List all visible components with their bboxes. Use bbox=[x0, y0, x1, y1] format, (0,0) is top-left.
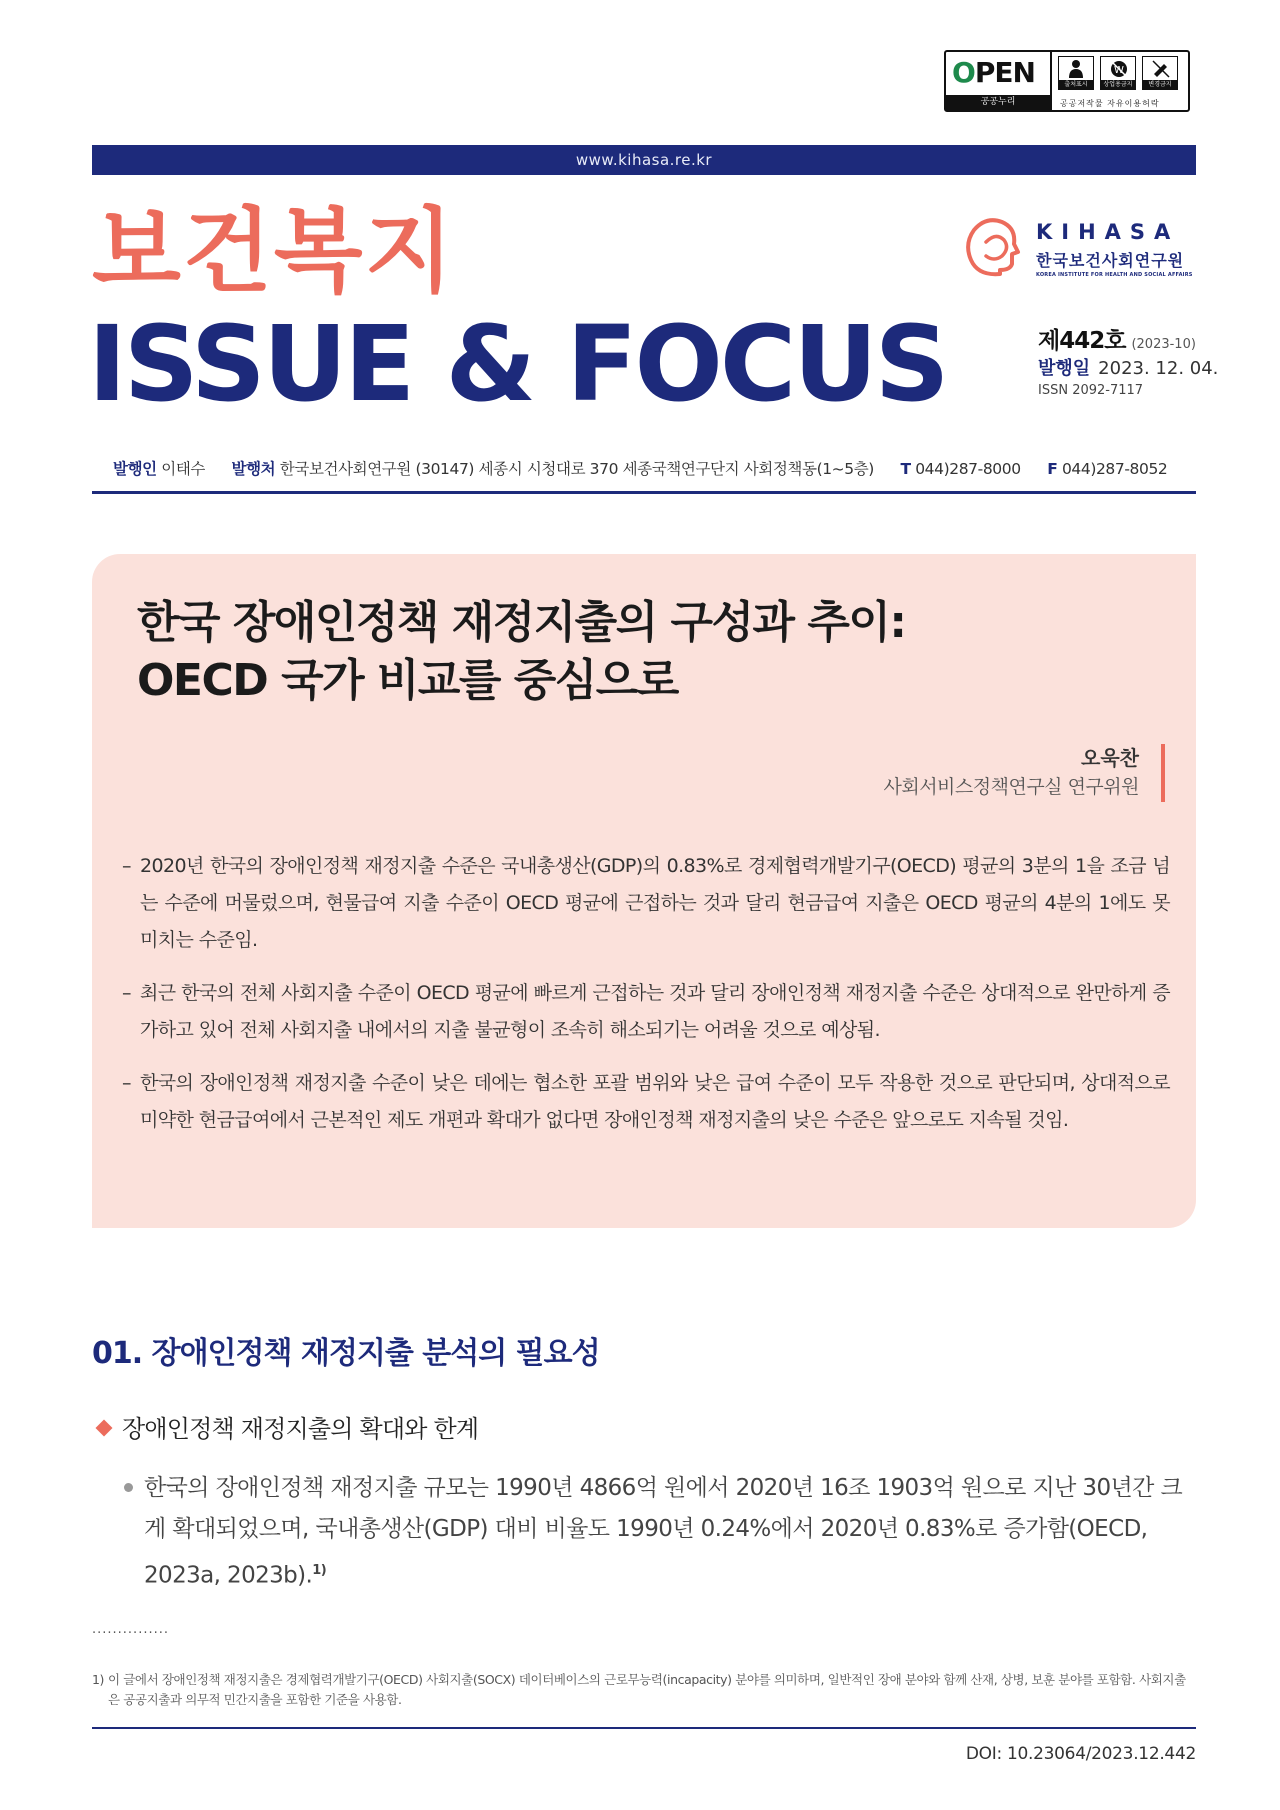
footnote-number: 1) bbox=[92, 1672, 105, 1687]
issn: ISSN 2092-7117 bbox=[1038, 383, 1144, 398]
publisher-name: 이태수 bbox=[161, 460, 205, 478]
won-icon: W 상업용금지 bbox=[1100, 56, 1136, 90]
open-license-badge bbox=[944, 50, 1190, 112]
dot-bullet-icon bbox=[124, 1483, 133, 1492]
journal-title-ko: 보건복지 bbox=[92, 198, 456, 305]
no-change-icon: 변경금지 bbox=[1142, 56, 1178, 90]
open-o-mark: O bbox=[952, 56, 975, 89]
summary-points bbox=[122, 848, 1170, 1155]
article-title-line1: 한국 장애인정책 재정지출의 구성과 추이: bbox=[137, 597, 906, 648]
article-title-line2: OECD 국가 비교를 중심으로 bbox=[137, 655, 678, 706]
url-band[interactable]: www.kihasa.re.kr bbox=[92, 145, 1196, 175]
kihasa-ko-name: 한국보건사회연구원 bbox=[1036, 251, 1185, 270]
article-title bbox=[137, 594, 1137, 710]
issuer-label: 발행처 bbox=[231, 460, 276, 478]
diamond-bullet-icon bbox=[96, 1420, 113, 1437]
kihasa-head-icon bbox=[956, 214, 1026, 284]
footnote-separator: ............... bbox=[92, 1622, 169, 1637]
footnote-ref[interactable]: 1) bbox=[312, 1563, 327, 1578]
issue-number: 제442호 (2023-10) bbox=[1038, 328, 1196, 354]
footer-rule bbox=[92, 1727, 1196, 1729]
publish-date: 발행일 2023. 12. 04. bbox=[1038, 358, 1219, 379]
author-block bbox=[884, 744, 1166, 802]
summary-point: – 2020년 한국의 장애인정책 재정지출 수준은 국내총생산(GDP)의 0.83%로 경제협력개발기구(OECD) 평균의 3분의 1을 조금 넘는 수준에 머물렀으며, 현물급여 지출 수준이 OECD 평균에 근접하는 것과 달리 현금급여 지출은 OECD 평균의 4분의 1에도 못 미치는 수준임. bbox=[122, 855, 1170, 951]
open-word: OPEN bbox=[952, 56, 1035, 89]
publisher-label: 발행인 bbox=[113, 460, 157, 478]
body-paragraph: 한국의 장애인정책 재정지출 규모는 1990년 4866억 원에서 2020년 16조 1903억 원으로 지난 30년간 크게 확대되었으며, 국내총생산(GDP) 대비 비율도 1990년 0.24%에서 2020년 0.83%로 증가함(OECD, 2023a, 2023b).$^{1)}$ bbox=[124, 1468, 1196, 1597]
header-rule bbox=[92, 491, 1196, 494]
sub-heading: 장애인정책 재정지출의 확대와 한계 bbox=[92, 1409, 478, 1444]
author-role: 사회서비스정책연구실 연구위원 bbox=[883, 776, 1139, 798]
author-name: 오욱찬 bbox=[1081, 746, 1139, 770]
publisher-info bbox=[113, 457, 1167, 479]
kihasa-en-name: KIHASA bbox=[1036, 220, 1180, 244]
doi[interactable]: DOI: 10.23064/2023.12.442 bbox=[965, 1744, 1196, 1764]
open-sub-label: 공공누리 bbox=[946, 95, 1050, 110]
person-icon: 출처표시 bbox=[1058, 56, 1094, 90]
kihasa-logo bbox=[956, 214, 1196, 284]
footnote bbox=[92, 1670, 1196, 1710]
summary-point: – 한국의 장애인정책 재정지출 수준이 낮은 데에는 협소한 포괄 범위와 낮은 급여 수준이 모두 작용한 것으로 판단되며, 상대적으로 미약한 현금급여에서 근본적인 제도 개편과 확대가 없다면 장애인정책 재정지출의 낮은 수준은 앞으로도 지속될 것임. bbox=[122, 1072, 1170, 1131]
section-heading: 01. 장애인정책 재정지출 분석의 필요성 bbox=[92, 1336, 600, 1371]
footnote-text: 이 글에서 장애인정책 재정지출은 경제협력개발기구(OECD) 사회지출(SOCX) 데이터베이스의 근로무능력(incapacity) 분야를 의미하며, 일반적인 장애 분야와 함께 산재, 상병, 보훈 분야를 포함함. 사회지출은 공공지출과 의무적 민간지출을 포함한 기준을 사용함. bbox=[108, 1672, 1186, 1707]
open-logo bbox=[946, 52, 1052, 110]
svg-text:W: W bbox=[1114, 65, 1124, 76]
license-icons bbox=[1058, 56, 1178, 90]
license-note: 공공저작물 자유이용허락 bbox=[1060, 99, 1160, 108]
journal-title-en: ISSUE & FOCUS bbox=[88, 303, 947, 425]
kihasa-sub-name: KOREA INSTITUTE FOR HEALTH AND SOCIAL AFFAIRS bbox=[1036, 272, 1193, 278]
summary-point: – 최근 한국의 전체 사회지출 수준이 OECD 평균에 빠르게 근접하는 것과 달리 장애인정책 재정지출 수준은 상대적으로 완만하게 증가하고 있어 전체 사회지출 내에서의 지출 불균형이 조속히 해소되기는 어려울 것으로 예상됨. bbox=[122, 982, 1170, 1041]
tel-number: 044)287-8000 bbox=[915, 460, 1021, 478]
issue-sub: (2023-10) bbox=[1131, 337, 1196, 352]
issuer-address: 한국보건사회연구원 (30147) 세종시 시청대로 370 세종국책연구단지 사회정책동(1~5층) bbox=[279, 460, 874, 478]
fax-number: 044)287-8052 bbox=[1061, 460, 1168, 478]
fax-label: F bbox=[1047, 460, 1058, 478]
tel-label: T bbox=[900, 460, 911, 478]
